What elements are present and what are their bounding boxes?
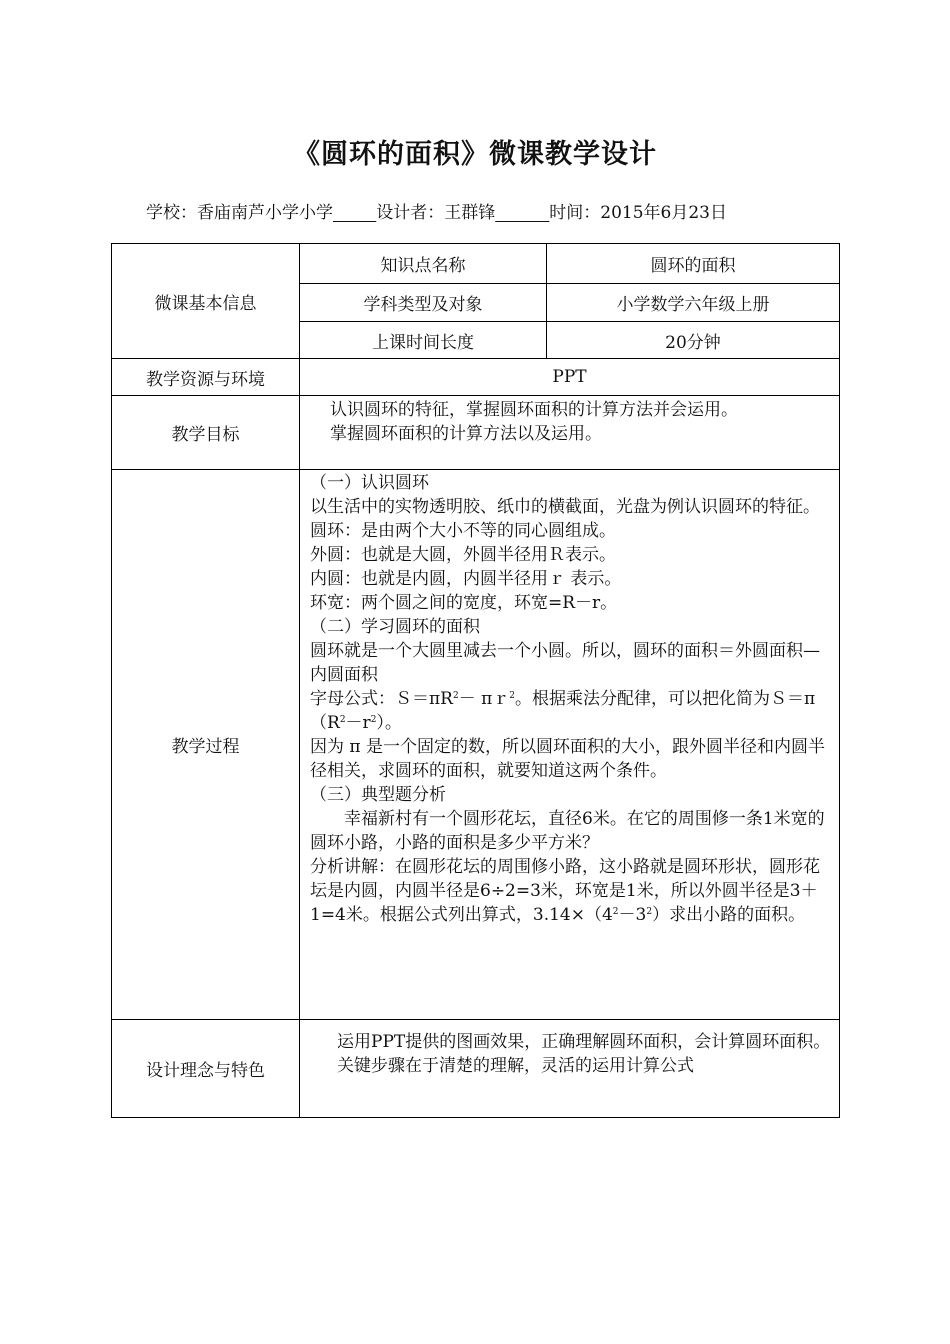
duration-value: 20分钟 [547,322,840,359]
subject-type-key: 学科类型及对象 [300,284,547,322]
resources-value: PPT [300,359,840,396]
goal-line-1: 认识圆环的特征，掌握圆环面积的计算方法并会运用。 [330,400,738,420]
basic-info-label: 微课基本信息 [112,244,300,359]
date-info: 时间：2015年6月23日 [549,203,727,223]
table-row [112,244,840,284]
table-row [112,359,840,396]
knowledge-point-key: 知识点名称 [300,244,547,284]
knowledge-point-value: 圆环的面积 [547,244,840,284]
duration-key: 上课时间长度 [300,322,547,359]
ring-definition: 圆环：是由两个大小不等的同心圆组成。 [310,521,616,541]
table-row [112,470,840,1020]
design-content [300,1020,840,1118]
process-content [300,470,840,1020]
pi-explanation: 因为 π 是一个固定的数，所以圆环面积的大小，跟外圆半径和内圆半径相关，求圆环的面积，就要知道这两个条件。 [310,737,825,781]
document-title: 《圆环的面积》微课教学设计 [293,139,657,170]
designer-info: 设计者：王群锋 [376,203,496,223]
section-2-title: （二）学习圆环的面积 [310,617,480,637]
ring-width-definition: 环宽：两个圆之间的宽度，环宽=R－r。 [310,593,618,613]
example-analysis: 分析讲解：在圆形花坛的周围修小路，这小路就是圆环形状，圆形花坛是内圆，内圆半径是6÷2=3米，环宽是1米，所以外圆半径是3＋1=4米。根据公式列出算式，$3.14\times(4^2-3^2)$求出小路的面积。 [310,857,820,925]
table-row [112,396,840,470]
process-label: 教学过程 [112,470,300,1020]
section-3-title: （三）典型题分析 [310,785,446,805]
inner-circle-definition: 内圆：也就是内圆，内圆半径用ｒ 表示。 [310,569,622,589]
goal-line-2: 掌握圆环面积的计算方法以及运用。 [330,424,602,444]
section-2-text: 圆环就是一个大圆里减去一个小圆。所以，圆环的面积＝外圆面积—内圆面积 [310,641,820,685]
goals-content [300,396,840,470]
lesson-design-table [111,243,840,1118]
resources-label: 教学资源与环境 [112,359,300,396]
section-1-title: （一）认识圆环 [310,473,429,493]
header-info [146,198,727,223]
section-1-intro: 以生活中的实物透明胶、纸巾的横截面，光盘为例认识圆环的特征。 [310,497,820,517]
area-formula: 字母公式：$S=\pi R^2-$ πｒ$^2$。根据乘法分配律，可以把化简为$S=\pi(R^2-r^2)$。 [310,689,816,733]
goals-label: 教学目标 [112,396,300,470]
school-info: 学校：香庙南芦小学小学 [146,203,333,223]
design-text: 运用PPT提供的图画效果，正确理解圆环面积，会计算圆环面积。关键步骤在于清楚的理解，灵活的运用计算公式 [337,1032,831,1076]
design-label: 设计理念与特色 [112,1020,300,1118]
table-row [112,1020,840,1118]
subject-type-value: 小学数学六年级上册 [547,284,840,322]
example-problem: 幸福新村有一个圆形花坛，直径6米。在它的周围修一条1米宽的圆环小路，小路的面积是多少平方米？ [310,809,825,853]
outer-circle-definition: 外圆：也就是大圆，外圆半径用Ｒ表示。 [310,545,616,565]
